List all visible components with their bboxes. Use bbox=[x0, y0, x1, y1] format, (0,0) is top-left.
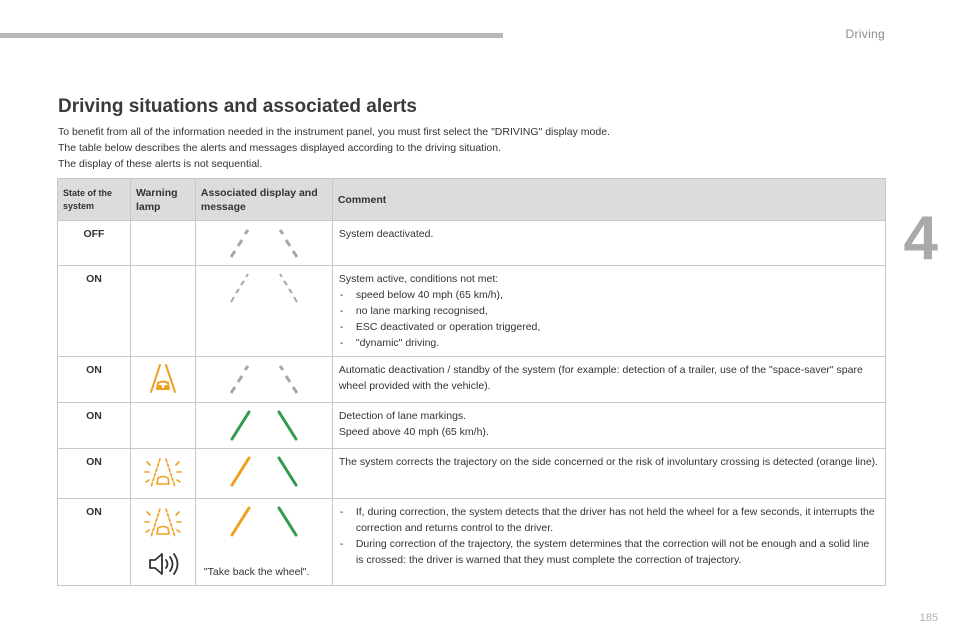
lamp-cell bbox=[130, 499, 195, 586]
header-comment: Comment bbox=[332, 179, 885, 221]
display-cell bbox=[195, 221, 332, 266]
comment-list bbox=[339, 504, 879, 568]
section-header: Driving bbox=[845, 27, 885, 41]
state-cell: ON bbox=[58, 449, 131, 499]
alerts-table bbox=[57, 178, 886, 586]
comment-cell bbox=[332, 499, 885, 586]
display-cell bbox=[195, 357, 332, 403]
comment-cell: System deactivated. bbox=[332, 221, 885, 266]
orange-green-lane-lines-icon bbox=[219, 454, 309, 488]
state-cell: OFF bbox=[58, 221, 131, 266]
state-cell: ON bbox=[58, 403, 131, 449]
display-cell bbox=[195, 266, 332, 357]
grey-dotted-lane-lines-icon bbox=[219, 271, 309, 305]
state-cell: ON bbox=[58, 357, 131, 403]
comment-cell bbox=[332, 266, 885, 357]
comment-line: Speed above 40 mph (65 km/h). bbox=[338, 426, 489, 438]
header-lamp: Warning lamp bbox=[130, 179, 195, 221]
page-number: 185 bbox=[919, 612, 938, 624]
list-item: - ESC deactivated or operation triggered, bbox=[339, 319, 879, 335]
chapter-number: 4 bbox=[903, 204, 938, 273]
header-display: Associated display and message bbox=[195, 179, 332, 221]
display-cell bbox=[195, 449, 332, 499]
table-row bbox=[58, 449, 886, 499]
list-item: - "dynamic" driving. bbox=[339, 335, 879, 351]
list-item: - If, during correction, the system detects that the driver has not held the wheel for a few seconds, it interrupts the correction and returns control to the driver. bbox=[339, 504, 879, 536]
grey-lane-lines-icon bbox=[219, 226, 309, 260]
lamp-cell bbox=[130, 266, 195, 357]
table-row bbox=[58, 403, 886, 449]
table-row bbox=[58, 499, 886, 586]
lamp-cell bbox=[130, 357, 195, 403]
orange-lane-assist-icon bbox=[145, 362, 181, 396]
list-item: - During correction of the trajectory, the system determines that the correction will not be enough and a solid line is crossed: the driver is warned that they must complete the correction of trajectory. bbox=[339, 536, 879, 568]
comment-cell bbox=[332, 403, 885, 449]
speaker-icon bbox=[146, 550, 180, 578]
display-cell bbox=[195, 403, 332, 449]
table-row bbox=[58, 221, 886, 266]
lamp-cell bbox=[130, 403, 195, 449]
intro-text bbox=[58, 124, 838, 172]
comment-intro: System active, conditions not met: bbox=[338, 273, 499, 285]
top-decorative-bar bbox=[0, 33, 503, 38]
page-title: Driving situations and associated alerts bbox=[58, 96, 417, 117]
comment-list bbox=[339, 287, 879, 351]
comment-line: Detection of lane markings. bbox=[338, 410, 467, 422]
list-item: - no lane marking recognised, bbox=[339, 303, 879, 319]
intro-line: To benefit from all of the information needed in the instrument panel, you must first select the "DRIVING" display mode. bbox=[58, 126, 610, 138]
display-message: "Take back the wheel". bbox=[203, 566, 310, 578]
table-row bbox=[58, 266, 886, 357]
intro-line: The display of these alerts is not sequential. bbox=[58, 158, 263, 170]
header-state: State of the system bbox=[58, 179, 131, 221]
state-cell: ON bbox=[58, 499, 131, 586]
table-row bbox=[58, 357, 886, 403]
orange-lane-assist-flashing-icon bbox=[141, 454, 185, 492]
comment-cell: Automatic deactivation / standby of the system (for example: detection of a trailer, use of the "space-saver" spare wheel provided with the vehicle). bbox=[332, 357, 885, 403]
lamp-cell bbox=[130, 449, 195, 499]
orange-lane-assist-flashing-icon bbox=[141, 504, 185, 542]
comment-cell: The system corrects the trajectory on the side concerned or the risk of involuntary crossing is detected (orange line). bbox=[332, 449, 885, 499]
green-lane-lines-icon bbox=[219, 408, 309, 442]
intro-line: The table below describes the alerts and messages displayed according to the driving situation. bbox=[58, 142, 502, 154]
grey-lane-lines-icon bbox=[219, 362, 309, 396]
list-item: - speed below 40 mph (65 km/h), bbox=[339, 287, 879, 303]
display-cell bbox=[195, 499, 332, 586]
state-cell: ON bbox=[58, 266, 131, 357]
orange-green-lane-lines-icon bbox=[219, 504, 309, 538]
table-header-row bbox=[58, 179, 886, 221]
lamp-cell bbox=[130, 221, 195, 266]
